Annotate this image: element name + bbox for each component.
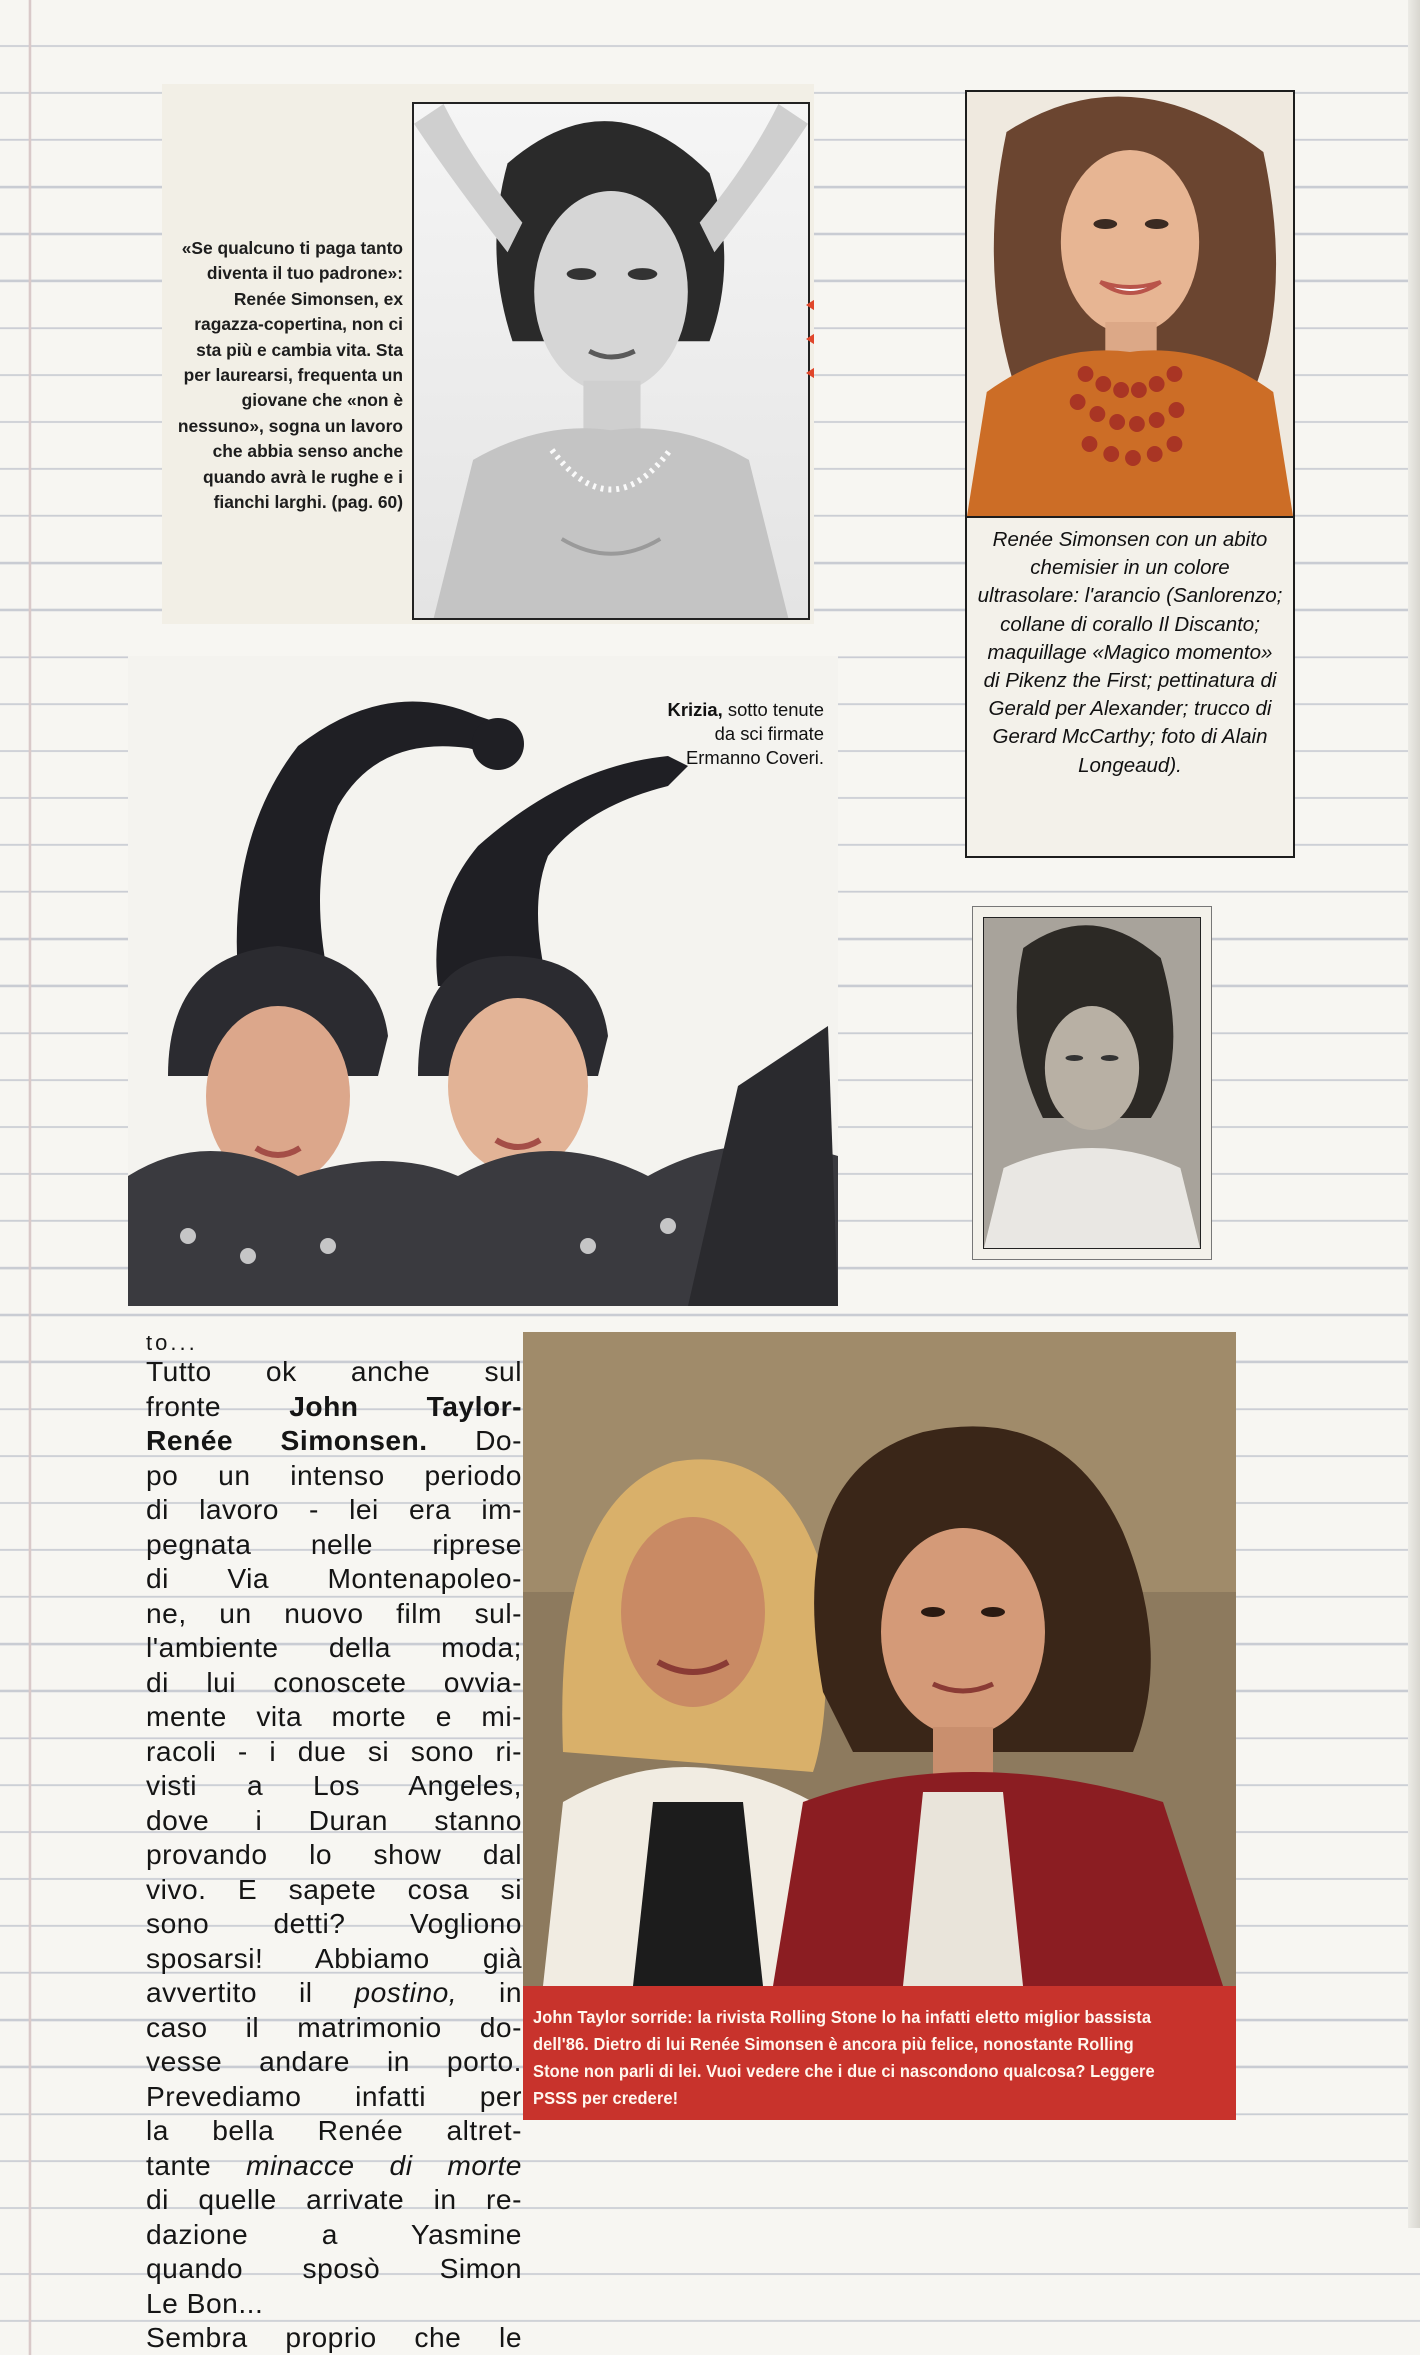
article-line: l'ambiente della moda; (146, 1631, 522, 1663)
clipping-orange-portrait (965, 90, 1295, 858)
article-italic: postino, (354, 1976, 458, 2008)
article-line (146, 1389, 522, 1424)
article-line: dove i Duran stanno (146, 1803, 522, 1836)
clipping-couple-photo (523, 1332, 1236, 2120)
article-line: vesse andare in porto. (146, 2045, 522, 2077)
article-line: la bella Renée altret- (146, 2114, 522, 2146)
article-line: po un intenso periodo (146, 1458, 522, 1491)
small-bw-photo (983, 917, 1201, 1249)
article-line: ne, un nuovo film sul- (146, 1596, 522, 1629)
article-bold-name: John Taylor- (289, 1389, 522, 1422)
article-line: di Via Montenapoleo- (146, 1562, 522, 1594)
article-bold-name: Renée Simonsen. (146, 1424, 428, 1456)
clipping-quote-portrait (162, 84, 814, 624)
article-line: visti a Los Angeles, (146, 1769, 522, 1801)
article-line-part: Do- (427, 1424, 522, 1456)
article-line (146, 2148, 522, 2183)
article-line: di lui conoscete ovvia- (146, 1665, 522, 1698)
article-line: di lavoro - lei era im- (146, 1493, 522, 1525)
photo-caption: John Taylor sorride: la rivista Rolling Stone lo ha infatti eletto miglior bassista dell'86. Dietro di lui Renée Simonsen è ancora più felice, nonostante Rolling Stone non parli di lei. Vuoi vedere che i due ci nascondono qualcosa? Leggere PSSS per credere! (533, 2007, 1155, 2108)
article-line: racoli - i due si sono ri- (146, 1734, 522, 1767)
bw-portrait-photo (412, 102, 810, 620)
brand-name: Krizia, (667, 699, 723, 720)
notebook-page-edge (1408, 0, 1420, 2228)
article-line: sono detti? Vogliono (146, 1907, 522, 1939)
caption-rest: sotto tenute da sci firmate Ermanno Coveri. (686, 699, 824, 768)
article-line: caso il matrimonio do- (146, 2010, 522, 2043)
article-line-part: in (457, 1976, 522, 2008)
article-cut-line: to... (146, 1336, 198, 1354)
article-line: dazione a Yasmine (146, 2217, 522, 2250)
article-line: Le Bon... (146, 2286, 264, 2319)
article-line-part: tante (146, 2148, 247, 2181)
color-portrait-photo (967, 92, 1293, 518)
article-line: provando lo show dal (146, 1838, 522, 1870)
quote-text: «Se qualcuno ti paga tanto diventa il tuo padrone»: Renée Simonsen, ex ragazza-copertina, non ci sta più e cambia vita. Sta per laurearsi, frequenta un giovane che «non è nessuno», sogna un lavoro che abbia senso anche quando avrà le rughe e i fianchi larghi. (pag. 60) (177, 238, 403, 513)
article-body (146, 1336, 522, 2355)
article-line-part: fronte (146, 1389, 290, 1422)
triangle-left-icon (802, 289, 814, 389)
article-line: Sembra proprio che le (146, 2321, 522, 2353)
photo-caption (644, 698, 824, 770)
article-line (146, 1975, 522, 2010)
article-italic: minacce di morte (246, 2148, 522, 2181)
article-line: pegnata nelle riprese (146, 1527, 522, 1560)
article-line: vivo. E sapete cosa si (146, 1872, 522, 1905)
article-line: mente vita morte e mi- (146, 1700, 522, 1732)
article-line: quando sposò Simon (146, 2252, 522, 2284)
portrait-photo-icon (414, 104, 808, 618)
photo-caption: Renée Simonsen con un abito chemisier in un colore ultrasolare: l'arancio (Sanlorenzo; collane di corallo Il Discanto; maquillage «Magico momento» di Pikenz the First; pettinatura di Gerald per Alexander; trucco di Gerard McCarthy; foto di Alain Longeaud). (977, 528, 1283, 777)
article-line: di quelle arrivate in re- (146, 2183, 522, 2215)
article-line: Tutto ok anche sul (146, 1355, 522, 1387)
couple-photo (523, 1332, 1236, 1986)
clipping-small-portrait (972, 906, 1212, 1260)
article-line: Prevediamo infatti per (146, 2079, 522, 2112)
clipping-ski-hats (128, 656, 838, 1306)
article-line (146, 1423, 522, 1458)
article-line: sposarsi! Abbiamo già (146, 1941, 522, 1974)
article-line-part: avvertito il (146, 1976, 355, 2008)
